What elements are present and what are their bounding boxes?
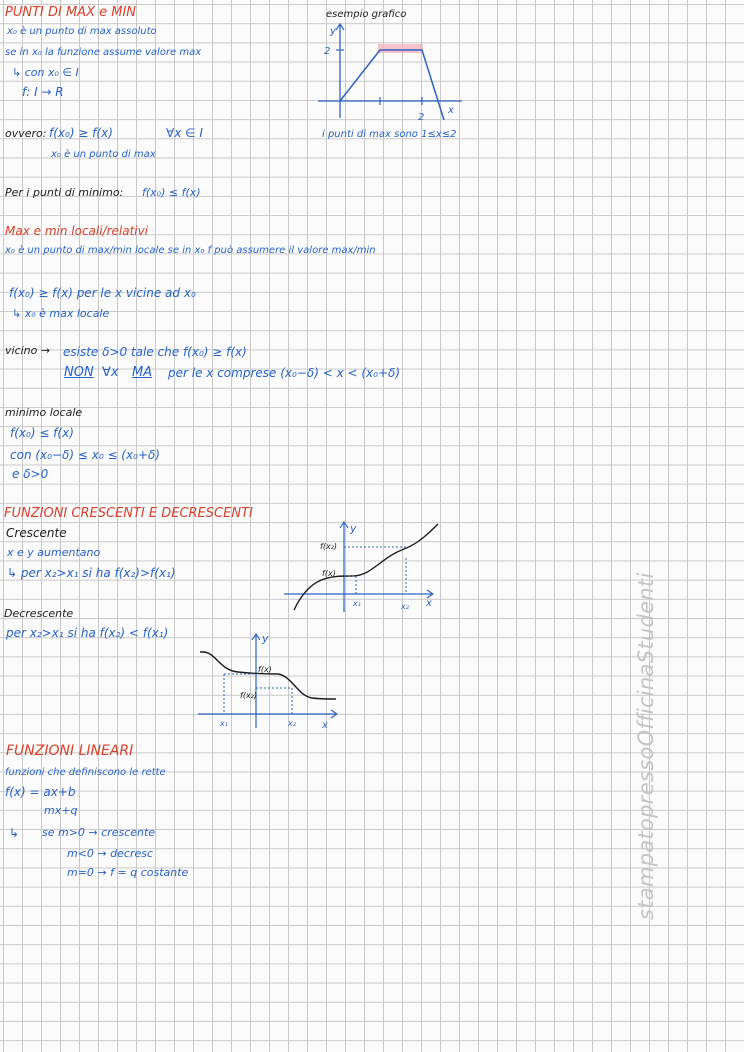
formula-locale: f(x₀) ≥ f(x) per le x vicine ad x₀	[9, 286, 196, 300]
vicino-line-1: esiste δ>0 tale che f(x₀) ≥ f(x)	[63, 345, 247, 359]
example-graph	[312, 22, 472, 126]
word-ma: MA	[132, 365, 153, 380]
example-graph-title: esempio grafico	[326, 9, 407, 20]
lineari-definizione: funzioni che definiscono le rette	[5, 767, 166, 778]
label-vicino: vicino →	[5, 344, 51, 357]
word-non: NON	[64, 365, 94, 380]
increasing-curve	[294, 524, 438, 610]
note-funzione-insieme: f: I → R	[22, 85, 64, 99]
lineari-arrow: ↳	[9, 826, 20, 840]
label-ovvero: ovvero:	[5, 127, 47, 140]
lineari-formula-mq: mx+q	[44, 804, 78, 817]
section-title-crescenti: FUNZIONI CRESCENTI E DECRESCENTI	[4, 506, 253, 521]
formula-minimo: f(x₀) ≤ f(x)	[142, 186, 201, 199]
label-punti-minimo: Per i punti di minimo:	[5, 186, 124, 199]
max-highlight	[378, 44, 423, 53]
decrescente-condizione: per x₂>x₁ si ha f(x₂) < f(x₁)	[6, 626, 169, 640]
y-tick-label: 2	[324, 46, 331, 57]
y-axis-label: y	[350, 522, 357, 535]
label-x2: x₂	[401, 602, 409, 611]
label-fx1: f(x)	[258, 665, 272, 674]
formula-minimo-locale: f(x₀) ≤ f(x)	[10, 426, 74, 440]
label-minimo-locale: minimo locale	[5, 406, 83, 419]
graph-decrescente	[194, 628, 346, 734]
label-fx2: f(x₂)	[320, 542, 337, 551]
function-curve	[340, 50, 444, 120]
lineari-case-decrescente: m<0 → decresc	[67, 847, 154, 860]
section-title-max-min: PUNTI DI MAX e MIN	[5, 5, 137, 20]
y-axis-label: y	[330, 26, 336, 37]
formula-max: f(x₀) ≥ f(x)	[49, 126, 113, 140]
vicino-line-2: per le x comprese (x₀−δ) < x < (x₀+δ)	[168, 366, 401, 380]
note-max-locale: ↳ x₀ è max locale	[12, 307, 110, 320]
label-fx1: f(x)	[322, 569, 336, 578]
formula-forall: ∀x ∈ I	[166, 126, 203, 140]
example-graph-caption: i punti di max sono 1≤x≤2	[322, 129, 457, 140]
label-fx2: f(x₂)	[240, 691, 257, 700]
x-tick-label: 2	[418, 112, 425, 123]
section-title-lineari: FUNZIONI LINEARI	[6, 743, 134, 759]
lineari-case-costante: m=0 → f = q costante	[67, 866, 189, 879]
crescente-aumentano: x e y aumentano	[7, 546, 101, 559]
graph-crescente	[280, 516, 444, 614]
y-axis-label: y	[262, 632, 269, 645]
note-funzione-max: se in x₀ la funzione assume valore max	[5, 47, 202, 58]
section-title-locali: Max e min locali/relativi	[5, 224, 149, 238]
decreasing-curve	[200, 652, 336, 699]
x-axis-label: x	[426, 598, 432, 609]
lineari-formula-ab: f(x) = ax+b	[5, 785, 76, 799]
watermark: stampatopressoOfficinaStudenti	[634, 572, 658, 920]
condizione-minimo-locale: con (x₀−δ) ≤ x₀ ≤ (x₀+δ)	[10, 448, 160, 462]
crescente-condizione: ↳ per x₂>x₁ si ha f(x₂)>f(x₁)	[7, 566, 176, 580]
delta-positivo: e δ>0	[12, 467, 49, 481]
note-punto-max: x₀ è un punto di max	[51, 149, 156, 160]
x-axis-label: x	[448, 105, 454, 116]
label-decrescente: Decrescente	[4, 607, 74, 620]
label-x1: x₁	[353, 599, 361, 608]
symbol-forall-x: ∀x	[102, 365, 119, 380]
note-max-assoluto: x₀ è un punto di max assoluto	[7, 26, 157, 37]
note-dominio: ↳ con x₀ ∈ I	[12, 66, 79, 79]
label-x1: x₁	[220, 719, 228, 728]
x-axis-label: x	[322, 720, 328, 731]
definizione-locale: x₀ è un punto di max/min locale se in x₀ f può assumere il valore max/min	[5, 245, 376, 256]
label-x2: x₂	[288, 719, 296, 728]
lineari-case-crescente: se m>0 → crescente	[42, 826, 156, 839]
label-crescente: Crescente	[6, 526, 67, 540]
